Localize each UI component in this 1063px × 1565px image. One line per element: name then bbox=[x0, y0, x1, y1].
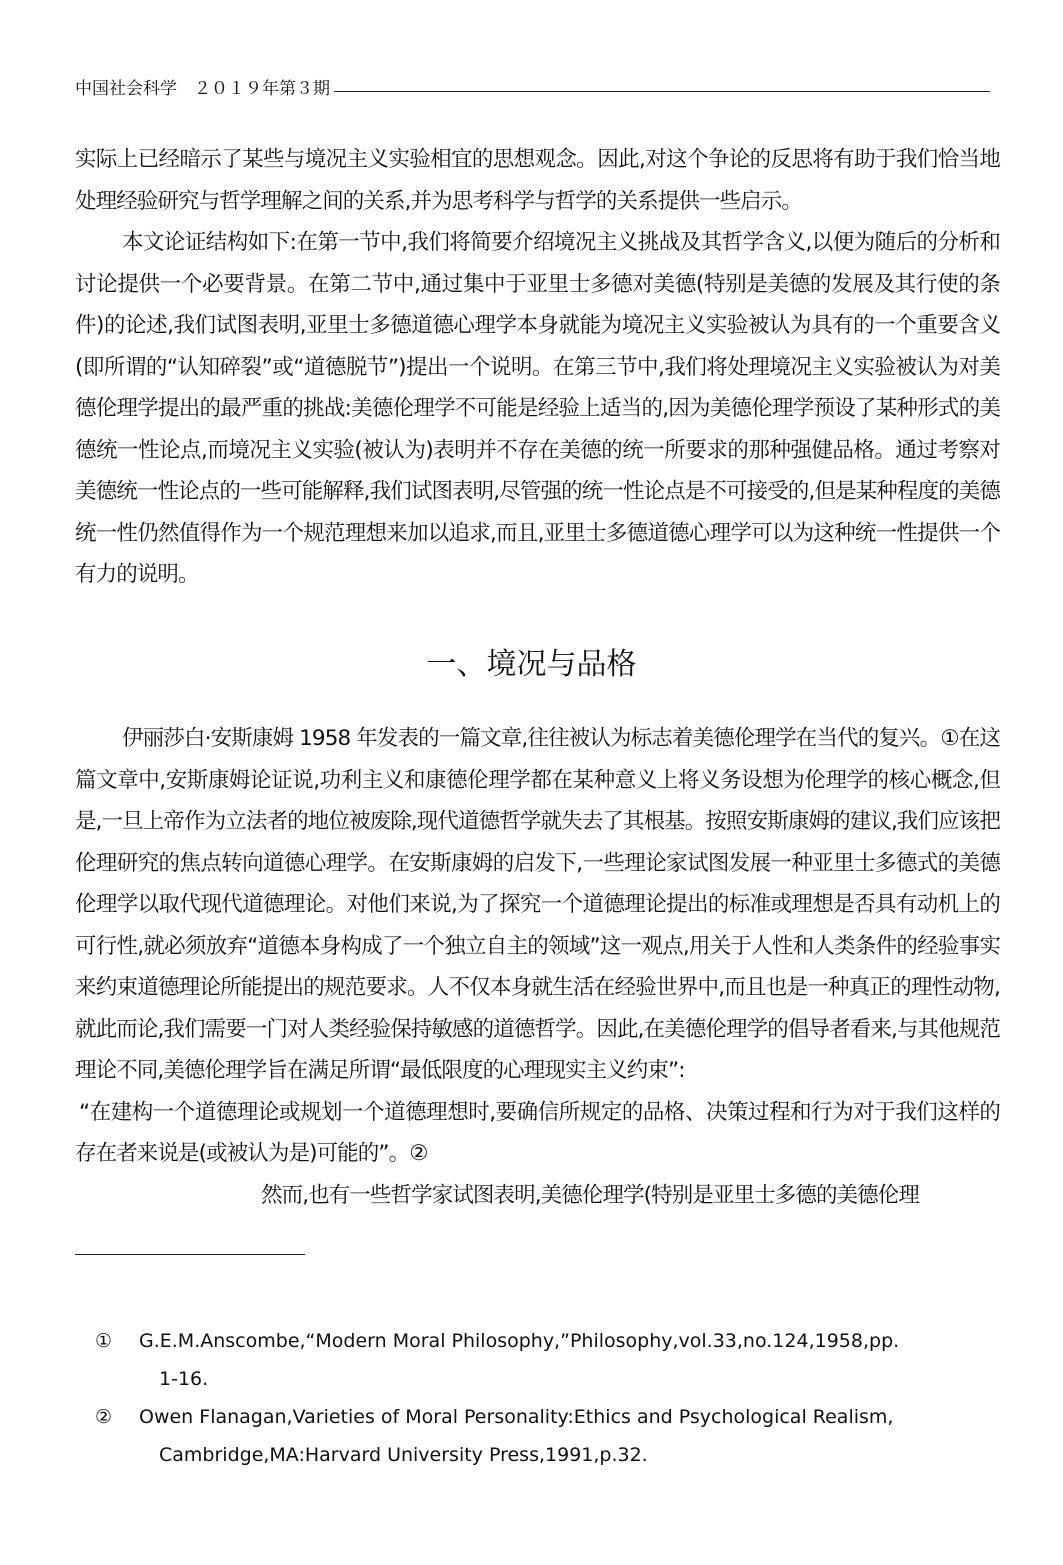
footnote-text: G.E.M.Anscombe,“Modern Moral Philosophy,”Philosophy,vol.33,no.124,1958,pp. bbox=[139, 1330, 900, 1352]
footnote-mark: ① bbox=[95, 1330, 113, 1352]
section-heading: 一、境况与品格 bbox=[426, 647, 637, 682]
footnotes bbox=[95, 1322, 975, 1474]
running-header bbox=[75, 78, 990, 99]
continuation-line: 然而,也有一些哲学家试图表明,美德伦理学(特别是亚里士多德的美德伦理 bbox=[261, 1182, 919, 1208]
section-text bbox=[75, 718, 1000, 1216]
intro-text bbox=[75, 139, 1000, 596]
section-paragraph: 伊丽莎白·安斯康姆 1958 年发表的一篇文章,往往被认为标志着美德伦理学在当代的复兴。①在这篇文章中,安斯康姆论证说,功利主义和康德伦理学都在某种意义上将义务设想为伦理学的核心概念,但是,一旦上帝作为立法者的地位被废除,现代道德哲学就失去了其根基。按照安斯康姆的建议,我们应该把伦理研究的焦点转向道德心理学。在安斯康姆的启发下,一些理论家试图发展一种亚里士多德式的美德伦理学以取代现代道德理论。对他们来说,为了探究一个道德理论提出的标准或理想是否具有动机上的可行性,就必须放弃“道德本身构成了一个独立自主的领域”这一观点,用关于人性和人类条件的经验事实来约束道德理论所能提出的规范要求。人不仅本身就生活在经验世界中,而且也是一种真正的理性动物,就此而论,我们需要一门对人类经验保持敏感的道德哲学。因此,在美德伦理学的倡导者看来,与其他规范理论不同,美德伦理学旨在满足所谓“最低限度的心理现实主义约束”: bbox=[75, 726, 1000, 1083]
block-quote: “在建构一个道德理论或规划一个道德理想时,要确信所规定的品格、决策过程和行为对于我们这样的存在者来说是(或被认为是)可能的”。② bbox=[75, 1099, 1000, 1166]
footnote-1 bbox=[95, 1322, 975, 1398]
footnote-2 bbox=[95, 1398, 975, 1474]
footnote-divider bbox=[75, 1254, 305, 1255]
footnote-mark: ② bbox=[95, 1406, 113, 1428]
footnote-text-continued: Cambridge,MA:Harvard University Press,1991,p.32. bbox=[159, 1444, 648, 1466]
footnote-text: Owen Flanagan,Varieties of Moral Personality:Ethics and Psychological Realism, bbox=[139, 1406, 894, 1428]
intro-paragraph: 实际上已经暗示了某些与境况主义实验相宜的思想观念。因此,对这个争论的反思将有助于我们恰当地处理经验研究与哲学理解之间的关系,并为思考科学与哲学的关系提供一些启示。 bbox=[75, 147, 1000, 214]
journal-issue-label: 中国社会科学 ２０１９年第３期 bbox=[75, 79, 334, 99]
footnote-text-continued: 1-16. bbox=[159, 1368, 209, 1390]
intro-paragraph: 本文论证结构如下:在第一节中,我们将简要介绍境况主义挑战及其哲学含义,以便为随后的分析和讨论提供一个必要背景。在第二节中,通过集中于亚里士多德对美德(特别是美德的发展及其行使的条件)的论述,我们试图表明,亚里士多德道德心理学本身就能为境况主义实验被认为具有的一个重要含义(即所谓的“认知碎裂”或“道德脱节”)提出一个说明。在第三节中,我们将处理境况主义实验被认为对美德伦理学提出的最严重的挑战:美德伦理学不可能是经验上适当的,因为美德伦理学预设了某种形式的美德统一性论点,而境况主义实验(被认为)表明并不存在美德的统一所要求的那种强健品格。通过考察对美德统一性论点的一些可能解释,我们试图表明,尽管强的统一性论点是不可接受的,但是某种程度的美德统一性仍然值得作为一个规范理想来加以追求,而且,亚里士多德道德心理学可以为这种统一性提供一个有力的说明。 bbox=[75, 230, 1000, 587]
